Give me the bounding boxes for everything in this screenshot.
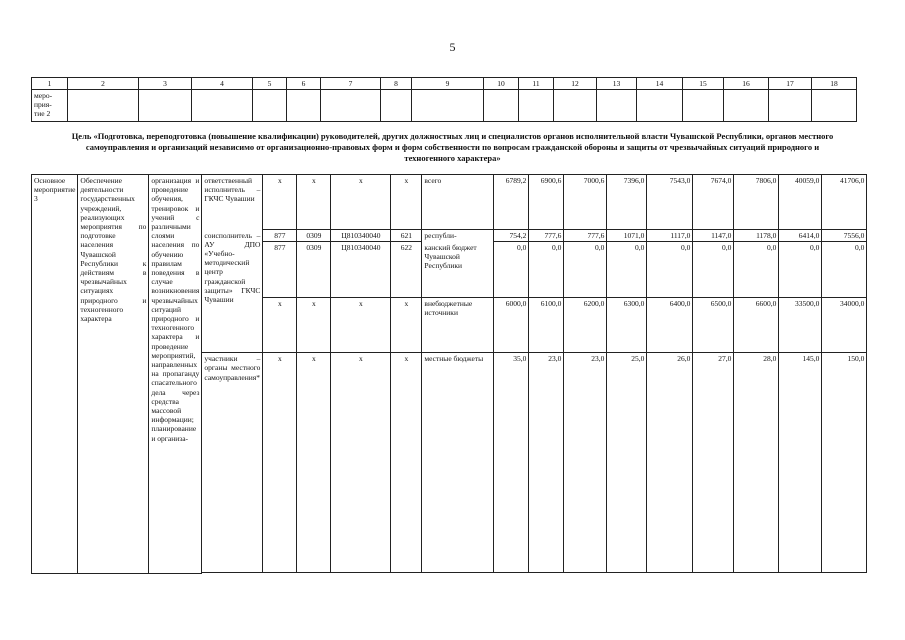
cell-expense-type: 621 (391, 230, 422, 242)
cell-value: 23,0 (564, 353, 607, 573)
col-num: 17 (769, 78, 812, 90)
cell-target-article: Ц810340040 (331, 230, 391, 242)
cell-expense-type: х (391, 353, 422, 573)
col-num: 6 (287, 78, 321, 90)
cell-value: 754,2 (494, 230, 529, 242)
cell-grbs: 877 (263, 230, 297, 242)
col-num: 3 (139, 78, 192, 90)
cell-value: 6200,0 (564, 298, 607, 353)
cell-value: 7396,0 (607, 175, 647, 230)
cell-value: 0,0 (529, 242, 564, 298)
cell-value: 7806,0 (734, 175, 779, 230)
col-num: 5 (253, 78, 287, 90)
column-number-row (32, 78, 857, 90)
col-num: 10 (484, 78, 519, 90)
cell-value: 150,0 (822, 353, 867, 573)
col-num: 8 (381, 78, 412, 90)
cell-value: 35,0 (494, 353, 529, 573)
col-num: 16 (724, 78, 769, 90)
previous-measure-row (32, 90, 857, 122)
cell-value: 1071,0 (607, 230, 647, 242)
cell-grbs: х (263, 298, 297, 353)
col-num: 7 (321, 78, 381, 90)
cell-target-article: Ц810340040 (331, 242, 391, 298)
col-num: 2 (68, 78, 139, 90)
cell-value: 1117,0 (647, 230, 693, 242)
cell-grbs: 877 (263, 242, 297, 298)
cell-expense-type: х (391, 298, 422, 353)
cell-value: 7556,0 (822, 230, 867, 242)
cell-expense-type: х (391, 175, 422, 230)
cell-value: 0,0 (647, 242, 693, 298)
cell-value: 6789,2 (494, 175, 529, 230)
page-number: 5 (449, 40, 456, 54)
measure-description: Обеспечение деятельности государственных учреждений, реализующих мероприятия по подготовке населения Чувашской Республики к действиям в чрезвычайных ситуациях природного и техногенного характера (78, 175, 149, 574)
cell-grbs: х (263, 353, 297, 573)
cell-value: 33500,0 (779, 298, 822, 353)
cell-value: 0,0 (564, 242, 607, 298)
cell-target-article: х (331, 298, 391, 353)
cell-grbs: х (263, 175, 297, 230)
cell-value: 777,6 (564, 230, 607, 242)
header-table (31, 77, 857, 122)
cell-target-article: х (331, 175, 391, 230)
measure-name: Основное мероприятие 3 (32, 175, 78, 574)
cell-section: 0309 (297, 242, 331, 298)
cell-section: х (297, 175, 331, 230)
cell-value: 1178,0 (734, 230, 779, 242)
previous-measure-label: меро- прия- тие 2 (32, 90, 68, 122)
col-num: 14 (637, 78, 683, 90)
co-executor: соисполнитель – АУ ДПО «Учебно-методический центр гражданской защиты» ГКЧС Чувашии (202, 230, 263, 353)
table-row (32, 175, 867, 230)
col-num: 4 (192, 78, 253, 90)
cell-source: республи- (422, 230, 494, 242)
cell-value: 7000,6 (564, 175, 607, 230)
cell-value: 0,0 (494, 242, 529, 298)
goal-heading: Цель «Подготовка, переподготовка (повышение квалификации) руководителей, других должностных лиц и специалистов органов исполнительной власти Чувашской Республики, органов местного самоуправления и организаций независимо от организационно-правовых форм и форм собственности по вопросам гражданской обороны и защиты от чрезвычайных ситуаций природного и техногенного характера» (71, 131, 834, 163)
col-num: 13 (597, 78, 637, 90)
cell-source: канский бюджет Чувашской Республики (422, 242, 494, 298)
cell-value: 27,0 (693, 353, 734, 573)
cell-value: 26,0 (647, 353, 693, 573)
responsible-executor: ответственный исполнитель – ГКЧС Чувашии (202, 175, 263, 230)
cell-value: 6300,0 (607, 298, 647, 353)
cell-source: всего (422, 175, 494, 230)
cell-value: 0,0 (693, 242, 734, 298)
cell-value: 40059,0 (779, 175, 822, 230)
cell-value: 0,0 (822, 242, 867, 298)
cell-value: 34000,0 (822, 298, 867, 353)
cell-value: 6000,0 (494, 298, 529, 353)
cell-value: 6600,0 (734, 298, 779, 353)
cell-value: 25,0 (607, 353, 647, 573)
participants: участники – органы местного самоуправления* (202, 353, 263, 573)
cell-expense-type: 622 (391, 242, 422, 298)
col-num: 1 (32, 78, 68, 90)
col-num: 12 (554, 78, 597, 90)
col-num: 15 (683, 78, 724, 90)
cell-section: 0309 (297, 230, 331, 242)
cell-section: х (297, 353, 331, 573)
cell-value: 41706,0 (822, 175, 867, 230)
cell-target-article: х (331, 353, 391, 573)
cell-value: 7674,0 (693, 175, 734, 230)
cell-value: 6414,0 (779, 230, 822, 242)
cell-value: 6500,0 (693, 298, 734, 353)
cell-value: 145,0 (779, 353, 822, 573)
cell-section: х (297, 298, 331, 353)
cell-value: 6900,6 (529, 175, 564, 230)
cell-source: внебюджетные источники (422, 298, 494, 353)
cell-value: 23,0 (529, 353, 564, 573)
cell-value: 1147,0 (693, 230, 734, 242)
col-num: 9 (412, 78, 484, 90)
cell-value: 28,0 (734, 353, 779, 573)
cell-source: местные бюджеты (422, 353, 494, 573)
col-num: 11 (519, 78, 554, 90)
measure-table (31, 174, 867, 574)
cell-value: 6100,0 (529, 298, 564, 353)
cell-value: 6400,0 (647, 298, 693, 353)
cell-value: 0,0 (607, 242, 647, 298)
col-num: 18 (812, 78, 857, 90)
cell-value: 0,0 (734, 242, 779, 298)
cell-value: 7543,0 (647, 175, 693, 230)
cell-value: 0,0 (779, 242, 822, 298)
cell-value: 777,6 (529, 230, 564, 242)
measure-activities: организация и проведение обучения, тренировок и учений с различными слоями населения по обучению правилам поведения в случае возникновения чрезвычайных ситуаций природного и техногенного характера и проведение мероприятий, направленных на пропаганду спасательного дела через средства массовой информации; планирование и организа- (149, 175, 202, 574)
